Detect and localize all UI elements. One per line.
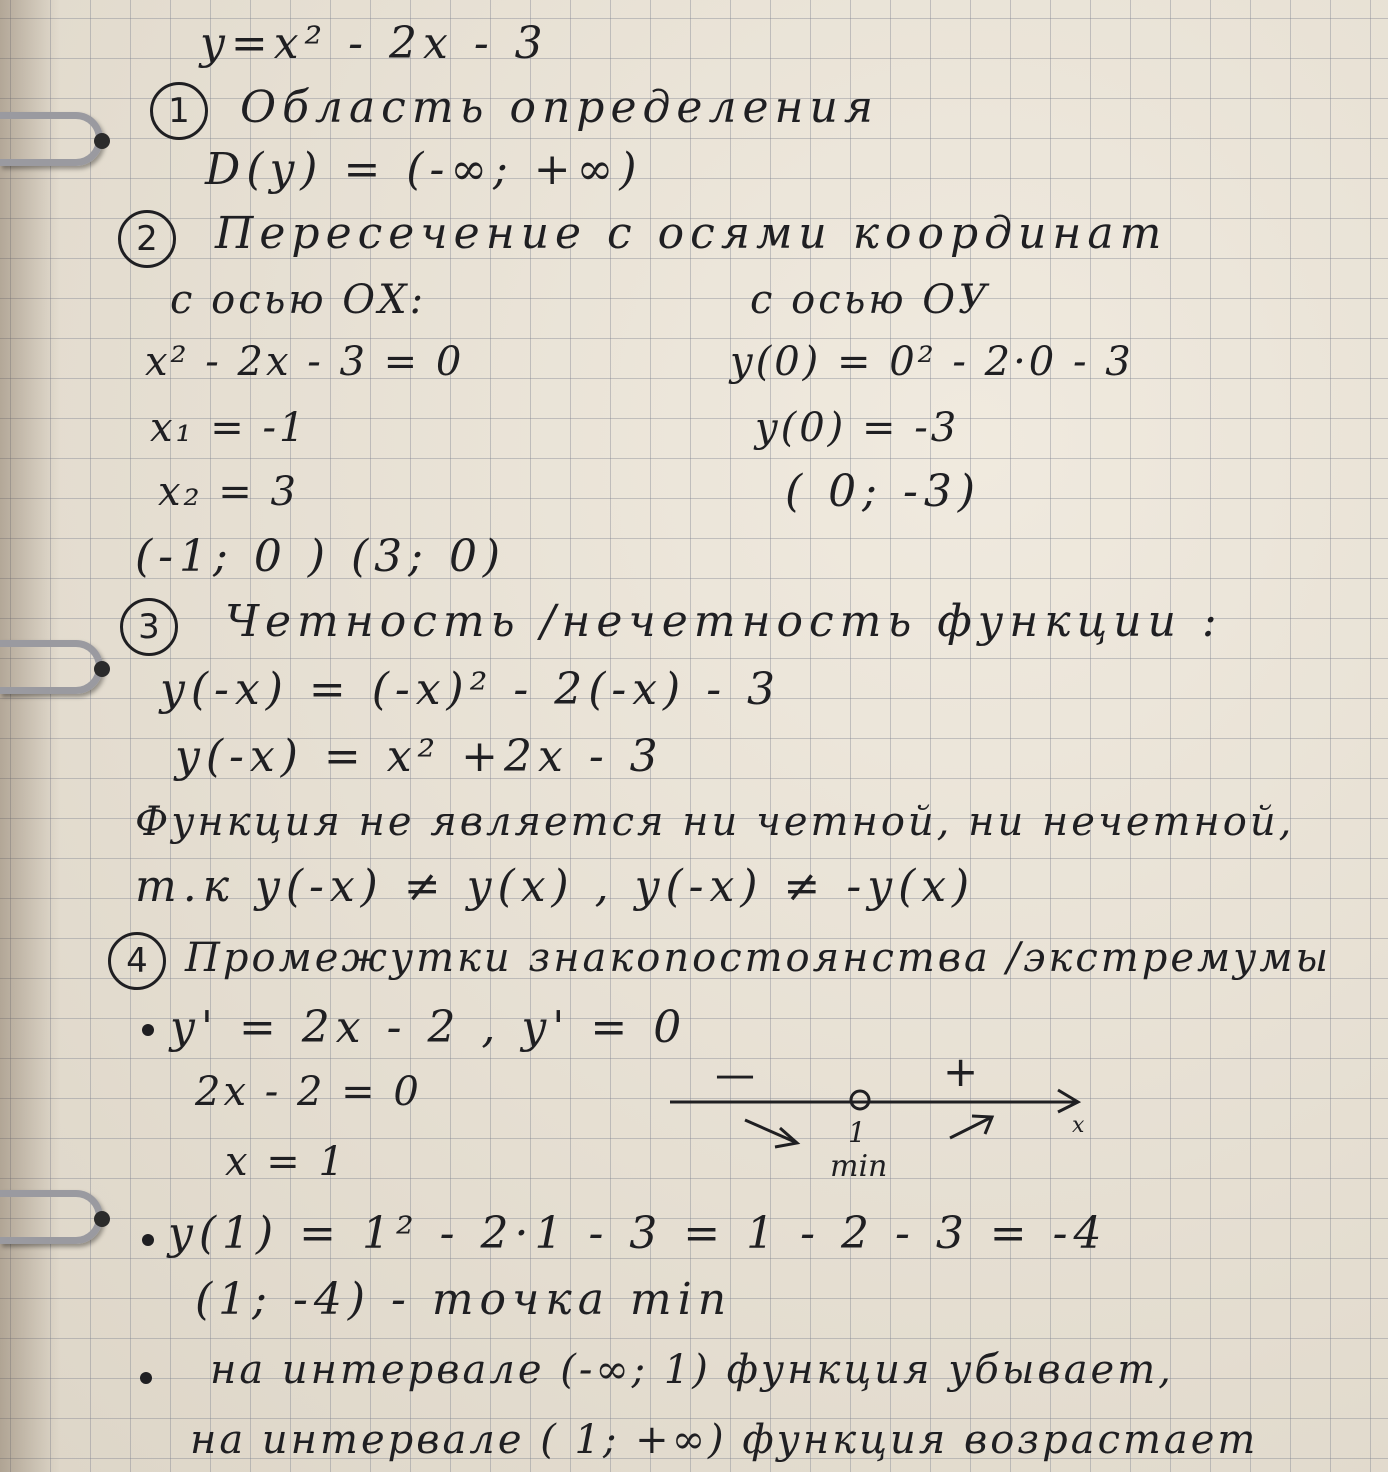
parity-conclusion: Функция не является ни четной, ни нечетной, [135, 799, 1295, 845]
oy-heading: с осью ОУ [750, 277, 991, 323]
derivative-equation: 2x - 2 = 0 [195, 1069, 422, 1115]
oy-point: ( 0; -3) [785, 466, 981, 517]
increase-arrow [950, 1116, 992, 1138]
decrease-arrow [745, 1120, 797, 1147]
parity-line-2: y(-x) = x² +2x - 3 [175, 731, 664, 782]
oy-equation: y(0) = 0² - 2·0 - 3 [730, 339, 1134, 385]
section-2-number: 2 [118, 210, 176, 268]
section-4-number: 4 [108, 932, 166, 990]
section-4-title: Промежутки знакопостоянства /экстремумы [185, 935, 1332, 981]
domain-expression: D(y) = (-∞; +∞) [205, 144, 643, 195]
parity-reason: т.к y(-x) ≠ y(x) , y(-x) ≠ -y(x) [135, 861, 976, 912]
decreasing-interval: на интервале (-∞; 1) функция убывает, [210, 1347, 1174, 1393]
bullet-intervals [140, 1372, 152, 1384]
binder-ring-middle [0, 640, 103, 694]
ox-root-1: x₁ = -1 [150, 405, 308, 451]
critical-x-label: 1 [848, 1116, 866, 1149]
ox-root-2: x₂ = 3 [158, 469, 299, 515]
binder-ring-top [0, 112, 103, 166]
min-label: min [830, 1149, 888, 1184]
section-3-number: 3 [120, 598, 178, 656]
axis-x-label: x [1072, 1113, 1085, 1138]
page-shadow [0, 0, 60, 1472]
section-1-title: Область определения [240, 82, 879, 133]
minus-sign: — [715, 1052, 755, 1098]
ox-equation: x² - 2x - 3 = 0 [145, 339, 465, 385]
critical-point: x = 1 [225, 1139, 347, 1185]
plus-sign: + [943, 1050, 979, 1096]
bullet-value [142, 1234, 154, 1246]
binder-ring-bottom [0, 1190, 103, 1244]
parity-line-1: y(-x) = (-x)² - 2(-x) - 3 [160, 664, 782, 715]
section-2-title: Пересечение с осями координат [215, 208, 1168, 259]
increasing-interval: на интервале ( 1; +∞) функция возрастает [190, 1417, 1259, 1463]
sign-diagram [660, 1050, 1100, 1190]
section-3-title: Четность /нечетность функции : [225, 596, 1223, 647]
ox-points: (-1; 0 ) (3; 0) [135, 531, 507, 582]
function-heading: y=x² - 2x - 3 [200, 18, 549, 69]
min-point: (1; -4) - точка min [195, 1274, 733, 1325]
bullet-derivative [142, 1024, 154, 1036]
section-1-number: 1 [150, 82, 208, 140]
oy-value: y(0) = -3 [755, 405, 960, 451]
ox-heading: с осью ОХ: [170, 277, 427, 323]
critical-point-marker [851, 1091, 869, 1109]
derivative-line: y' = 2x - 2 , y' = 0 [170, 1002, 688, 1053]
value-at-min: y(1) = 1² - 2·1 - 3 = 1 - 2 - 3 = -4 [168, 1208, 1108, 1259]
